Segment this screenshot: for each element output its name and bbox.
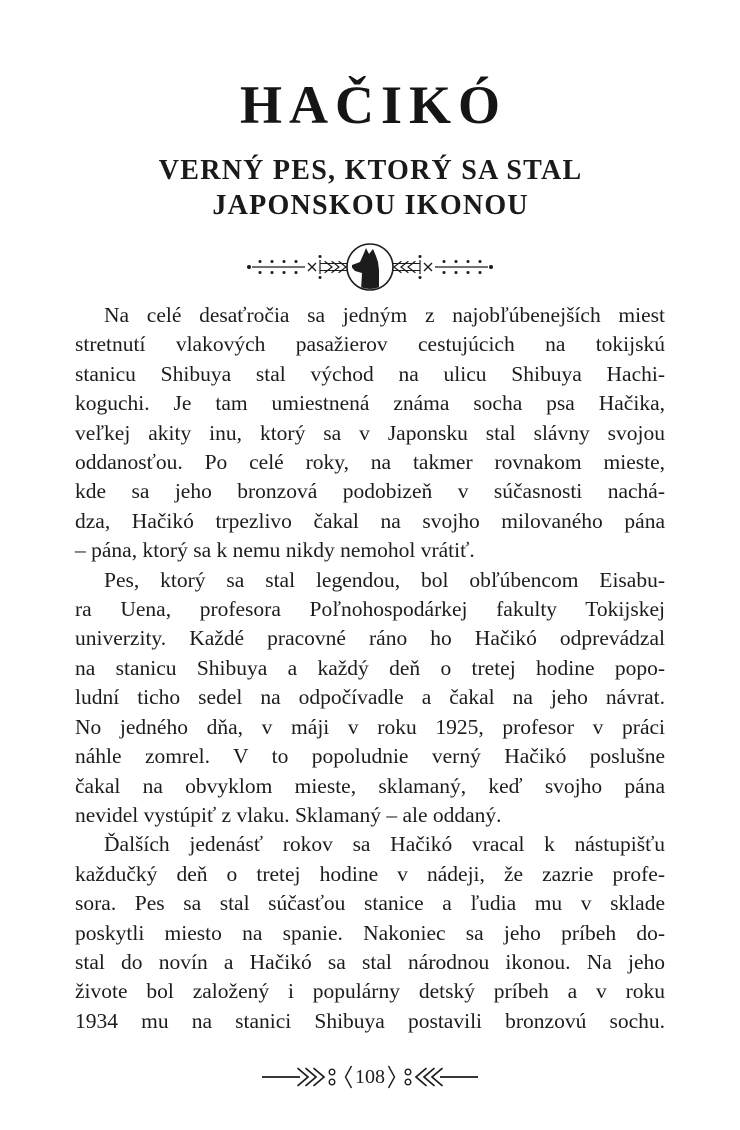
text-line: sora. Pes sa stal súčasťou stanice a ľudia mu v sklade [75, 891, 665, 916]
paragraph [75, 830, 665, 1036]
text-line: stal do novín a Hačikó sa stal národnou ikonou. Na jeho [75, 949, 665, 974]
angle-bracket-left-icon [343, 1065, 353, 1089]
text-line: stretnutí vlakových pasažierov cestujúcich na tokijskú [75, 332, 665, 357]
page-number: 108 [355, 1066, 385, 1088]
text-line: živote bol založený i populárny detský príbeh a v roku [75, 979, 665, 1004]
paragraph [75, 301, 665, 566]
text-line: kde sa jeho bronzová podobizeň v súčasnosti nachá- [75, 479, 665, 504]
text-line: veľkej akity inu, ktorý sa v Japonsku stal slávny svojou [75, 420, 665, 445]
text-line: Pes, ktorý sa stal legendou, bol obľúbencom Eisabu- [104, 567, 665, 592]
text-line: 1934 mu na stanici Shibuya postavili bronzovú sochu. [75, 1008, 665, 1033]
chapter-subtitle [0, 153, 740, 223]
angle-bracket-right-icon [387, 1065, 397, 1089]
text-line: Na celé desaťročia sa jedným z najobľúbenejších miest [104, 303, 665, 327]
chapter-subtitle-line-1: VERNÝ PES, KTORÝ SA STAL [158, 155, 583, 186]
text-line: – pána, ktorý sa k nemu nikdy nemohol vrátiť. [75, 538, 475, 563]
footer-flourish-left-icon [262, 1064, 342, 1090]
text-line: ludní ticho sedel na odpočívadle a čakal na jeho návrat. [75, 685, 665, 710]
text-line: dza, Hačikó trpezlivo čakal na svojho milovaného pána [75, 508, 665, 533]
text-line: oddanosťou. Po celé roky, na takmer rovnakom mieste, [75, 450, 665, 475]
text-line: na stanicu Shibuya a každý deň o tretej hodine popo- [75, 655, 665, 680]
text-line: náhle zomrel. V to popoludnie verný Hačikó poslušne [75, 744, 665, 769]
text-line: každučký deň o tretej hodine v nádeji, že zazrie profe- [75, 861, 665, 886]
paragraph [75, 566, 665, 831]
text-line: Ďalších jedenásť rokov sa Hačikó vracal k nástupišťu [104, 832, 665, 857]
text-line: univerzity. Každé pracovné ráno ho Hačikó odprevádzal [75, 626, 665, 651]
divider-flourish-icon [245, 240, 495, 294]
text-line: stanicu Shibuya stal východ na ulicu Shibuya Hachi- [75, 361, 665, 386]
text-line: čakal na obvyklom mieste, sklamaný, keď svojho pána [75, 773, 665, 798]
text-line: nevidel vystúpiť z vlaku. Sklamaný – ale oddaný. [75, 802, 502, 827]
text-line: koguchi. Je tam umiestnená známa socha psa Hačika, [75, 391, 665, 416]
chapter-title: HAČIKÓ [239, 75, 508, 135]
text-line: ra Uena, profesora Poľnohospodárkej fakulty Tokijskej [75, 597, 665, 622]
text-line: No jedného dňa, v máji v roku 1925, profesor v práci [75, 714, 665, 739]
text-line: poskytli miesto na spanie. Nakoniec sa jeho príbeh do- [75, 920, 665, 945]
footer-flourish-right-icon [398, 1064, 478, 1090]
chapter-subtitle-line-2: JAPONSKOU IKONOU [212, 190, 529, 221]
body-text [75, 301, 665, 1036]
page-footer [0, 1063, 740, 1091]
chapter-divider-ornament [245, 240, 495, 294]
